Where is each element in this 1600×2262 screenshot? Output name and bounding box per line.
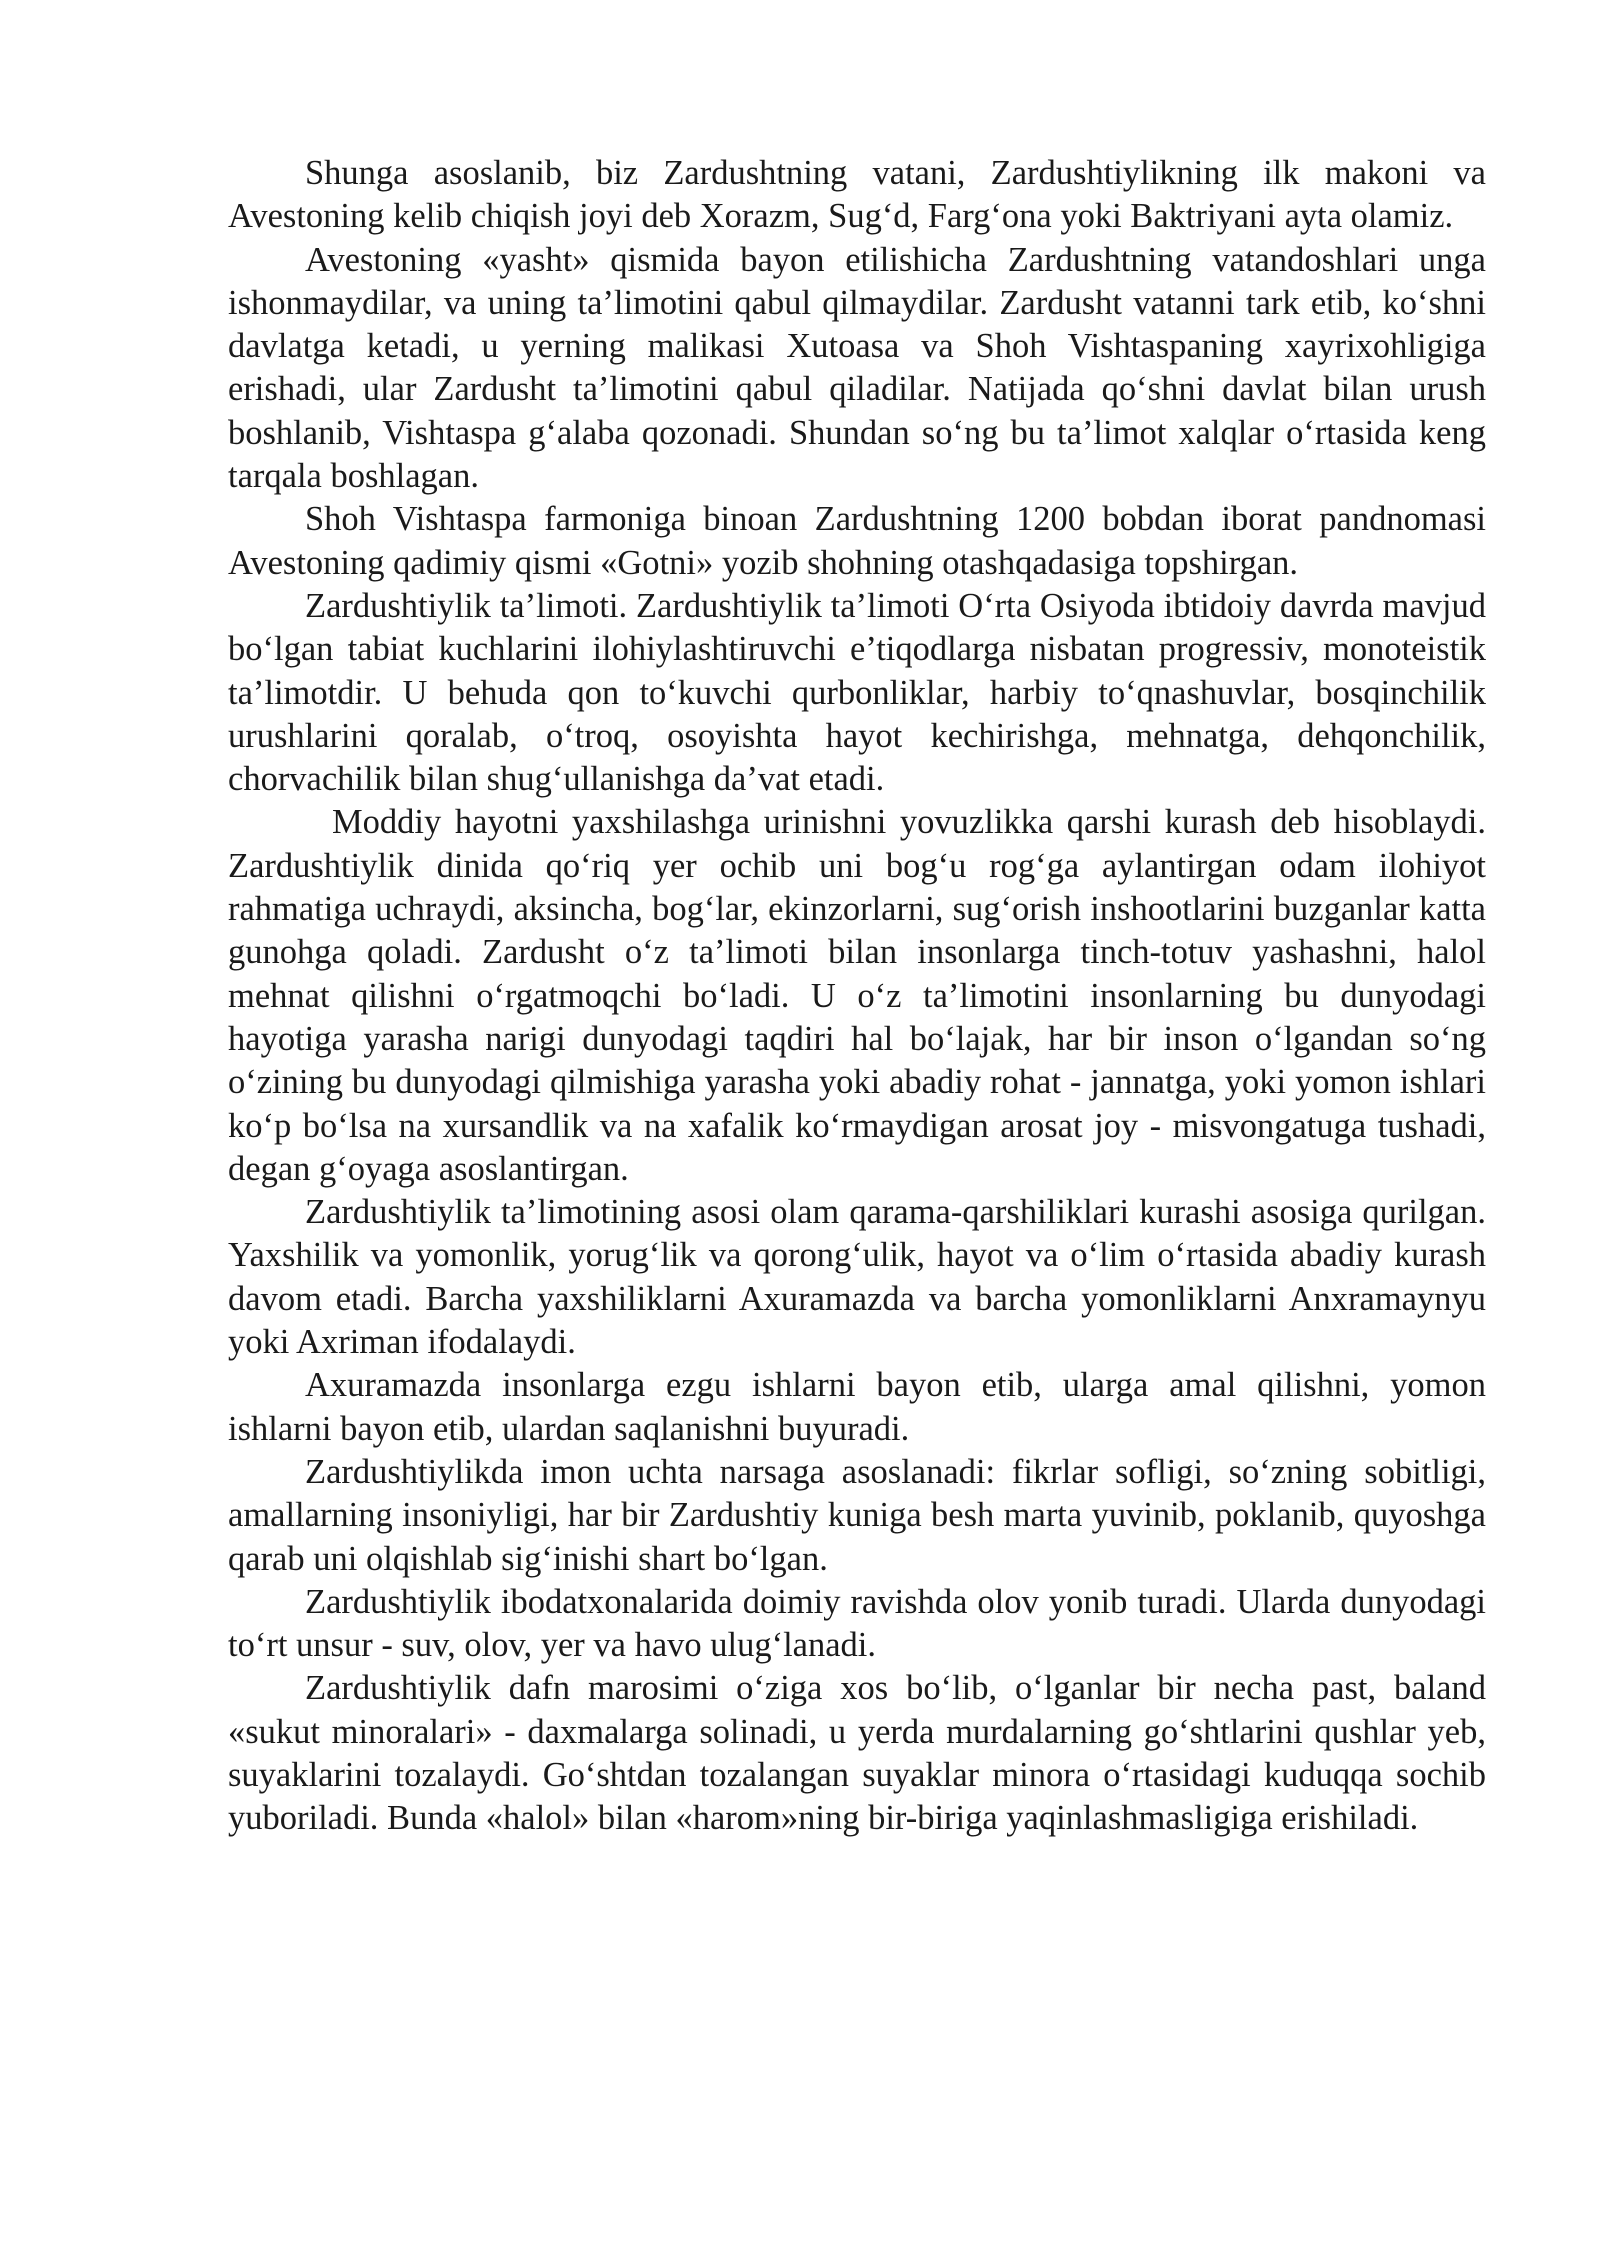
document-page [228, 152, 1486, 1841]
paragraph-3: Shoh Vishtaspa farmoniga binoan Zardushtning 1200 bobdan iborat pandnomasi Avestoning qadimiy qismi «Gotni» yozib shohning otashqadasiga topshirgan. [228, 500, 1486, 582]
paragraph-6: Zardushtiylik ta’limotining asosi olam qarama-qarshiliklari kurashi asosiga qurilgan. Yaxshilik va yomonlik, yorug‘lik va qorong‘ulik, hayot va o‘lim o‘rtasida abadiy kurash davom etadi. Barcha yaxshiliklarni Axuramazda va barcha yomonliklarni Anxramaynyu yoki Axriman ifodalaydi. [228, 1193, 1486, 1362]
paragraph-5: Moddiy hayotni yaxshilashga urinishni yovuzlikka qarshi kurash deb hisoblaydi. Zardushtiylik dinida qo‘riq yer ochib uni bog‘u rog‘ga aylantirgan odam ilohiyot rahmatiga uchraydi, aksincha, bog‘lar, ekinzorlarni, sug‘orish inshootlarini buzganlar katta gunohga qoladi. Zardusht o‘z ta’limoti bilan insonlarga tinch-totuv yashashni, halol mehnat qilishni o‘rgatmoqchi bo‘ladi. U o‘z ta’limotini insonlarning bu dunyodagi hayotiga yarasha narigi dunyodagi taqdiri hal bo‘lajak, har bir inson o‘lgandan so‘ng o‘zining bu dunyodagi qilmishiga yarasha yoki abadiy rohat - jannatga, yoki yomon ishlari ko‘p bo‘lsa na xursandlik va na xafalik ko‘rmaydigan arosat joy - misvongatuga tushadi, degan g‘oyaga asoslantirgan. [228, 803, 1486, 1188]
paragraph-7: Axuramazda insonlarga ezgu ishlarni bayon etib, ularga amal qilishni, yomon ishlarni bayon etib, ulardan saqlanishni buyuradi. [228, 1366, 1486, 1448]
paragraph-8: Zardushtiylikda imon uchta narsaga asoslanadi: fikrlar sofligi, so‘zning sobitligi, amallarning insoniyligi, har bir Zardushtiy kuniga besh marta yuvinib, poklanib, quyoshga qarab uni olqishlab sig‘inishi shart bo‘lgan. [228, 1452, 1486, 1578]
paragraph-1: Shunga asoslanib, biz Zardushtning vatani, Zardushtiylikning ilk makoni va Avestoning kelib chiqish joyi deb Xorazm, Sug‘d, Farg‘ona yoki Baktriyani ayta olamiz. [228, 154, 1486, 236]
paragraph-2: Avestoning «yasht» qismida bayon etilishicha Zardushtning vatandoshlari unga ishonmaydilar, va uning ta’limotini qabul qilmaydilar. Zardusht vatanni tark etib, ko‘shni davlatga ketadi, u yerning malikasi Xutoasa va Shoh Vishtaspaning xayrixohligiga erishadi, ular Zardusht ta’limotini qabul qiladilar. Natijada qo‘shni davlat bilan urush boshlanib, Vishtaspa g‘alaba qozonadi. Shundan so‘ng bu ta’limot xalqlar o‘rtasida keng tarqala boshlagan. [228, 240, 1486, 496]
paragraph-9: Zardushtiylik ibodatxonalarida doimiy ravishda olov yonib turadi. Ularda dunyodagi to‘rt unsur - suv, olov, yer va havo ulug‘lanadi. [228, 1582, 1486, 1665]
paragraph-4: Zardushtiylik ta’limoti. Zardushtiylik ta’limoti O‘rta Osiyoda ibtidoiy davrda mavjud bo‘lgan tabiat kuchlarini ilohiylashtiruvchi e’tiqodlarga nisbatan progressiv, monoteistik ta’limotdir. U behuda qon to‘kuvchi qurbonliklar, harbiy to‘qnashuvlar, bosqinchilik urushlarini qoralab, o‘troq, osoyishta hayot kechirishga, mehnatga, dehqonchilik, chorvachilik bilan shug‘ullanishga da’vat etadi. [228, 586, 1486, 799]
paragraph-10: Zardushtiylik dafn marosimi o‘ziga xos bo‘lib, o‘lganlar bir necha past, baland «sukut minoralari» - daxmalarga solinadi, u yerda murdalarning go‘shtlarini qushlar yeb, suyaklarini tozalaydi. Go‘shtdan tozalangan suyaklar minora o‘rtasidagi kuduqqa sochib yuboriladi. Bunda «halol» bilan «harom»ning bir-biriga yaqinlashmasligiga erishiladi. [228, 1669, 1486, 1838]
